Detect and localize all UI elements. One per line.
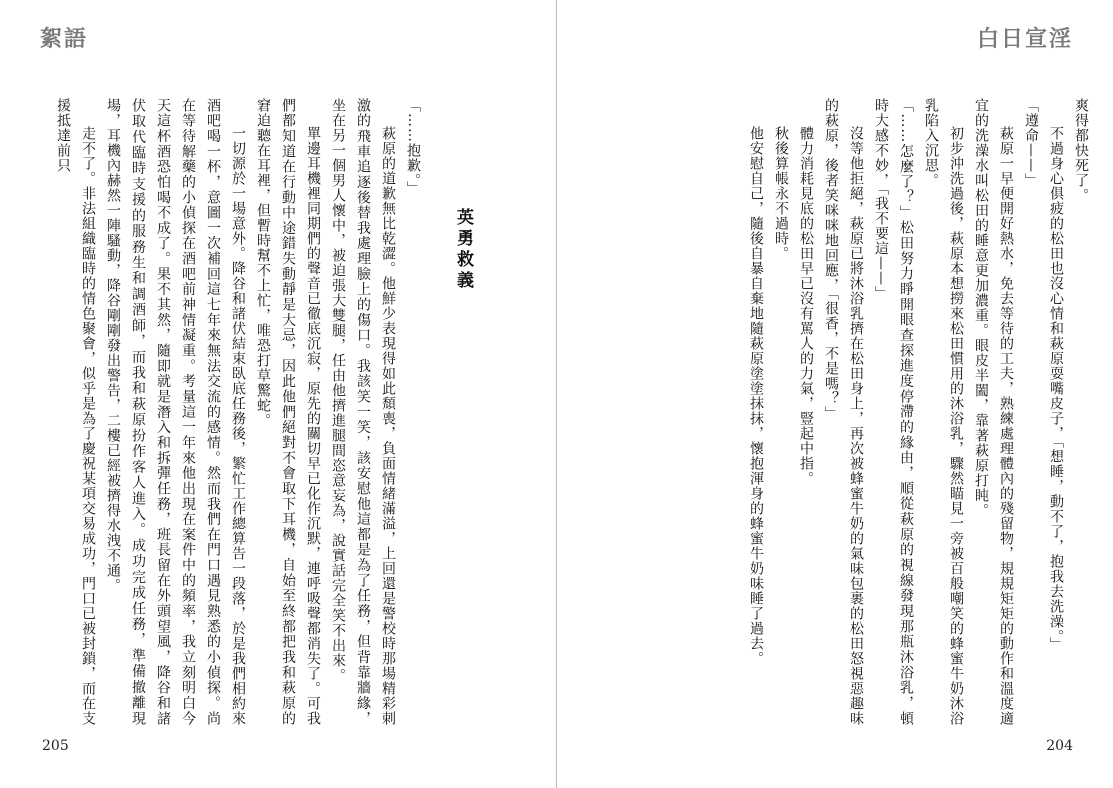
right-page xyxy=(557,0,1113,788)
paragraph: 秋後算帳永不過時。 xyxy=(773,126,789,261)
running-head-right: 白日宣淫 xyxy=(976,27,1073,52)
right-page-text xyxy=(663,98,1093,726)
page-number-right: 204 xyxy=(1046,738,1073,754)
paragraph: 「……怎麼了？」松田努力睜開眼查探進度停滯的緣由，順從萩原的視線發現那瓶沐浴乳，頓時大感不妙，「我不要這——」 xyxy=(873,98,914,726)
paragraph: 爽得都快死了。 xyxy=(1073,98,1089,203)
paragraph: 萩原的道歉無比乾澀。他鮮少表現得如此頹喪，負面情緒滿溢，上回還是警校時那場精彩刺激的飛車追逐後替我處理臉上的傷口。我該笑一笑，該安慰他這都是為了任務，但背靠牆緣，坐在另一個男人懷中，被迫張大雙腿，任由他擠進腿間恣意妄為，說實話完全笑不出來。 xyxy=(330,98,396,726)
paragraph: 初步沖洗過後，萩原本想撈來松田慣用的沐浴乳，驟然瞄見一旁被百般嘲笑的蜂蜜牛奶沐浴乳陷入沉思。 xyxy=(923,98,964,726)
paragraph: 「遵命——」 xyxy=(1023,98,1039,188)
paragraph: 一切源於一場意外。降谷和諸伏結束臥底任務後，繁忙工作總算告一段落，於是我們相約來酒吧喝一杯，意圖一次補回這七年來無法交流的感情。然而我們在門口遇見熟悉的小偵探。尚在等待解藥的小偵探在酒吧前神情凝重。考量這一年來他出現在案件中的頻率，我立刻明白今天這杯酒恐怕喝不成了。果不其然，隨即就是潛入和拆彈任務，班長留在外頭望風，降谷和諸伏取代臨時支援的服務生和調酒師，而我和萩原扮作客人進入。成功完成任務，準備撤離現場，耳機內赫然一陣騷動，降谷剛剛發出警告，二樓已經被擠得水洩不通。 xyxy=(105,98,246,726)
paragraph: 他安慰自己，隨後自暴自棄地隨萩原塗塗抹抹，懷抱渾身的蜂蜜牛奶味睡了過去。 xyxy=(748,126,764,666)
paragraph: 「……抱歉。」 xyxy=(405,98,421,196)
left-page xyxy=(0,0,556,788)
paragraph: 走不了。非法組織臨時的情色聚會，似乎是為了慶祝某項交易成功，門口已被封鎖，而在支援抵達前只 xyxy=(55,98,96,726)
paragraph: 不過身心俱疲的松田也沒心情和萩原耍嘴皮子，「想睡，動不了，抱我去洗澡。」 xyxy=(1048,126,1064,652)
chapter-heading: 英勇救義 xyxy=(453,208,473,292)
left-page-text xyxy=(30,98,500,726)
paragraph: 沒等他拒絕，萩原已將沐浴乳擠在松田身上，再次被蜂蜜牛奶的氣味包裹的松田怒視惡趣味的萩原，後者笑咪咪地回應，「很香，不是嗎？」 xyxy=(823,98,864,726)
paragraph: 萩原一早便開好熱水，免去等待的工夫，熟練處理體內的殘留物，規規矩矩的動作和溫度適宜的洗澡水叫松田的睡意更加濃重。眼皮半闔，靠著萩原打盹。 xyxy=(973,98,1014,726)
paragraph: 單邊耳機裡同期們的聲音已徹底沉寂，原先的關切早已化作沉默，連呼吸聲都消失了。可我們都知道在行動中途錯失動靜是大忌，因此他們絕對不會取下耳機，自始至終都把我和萩原的窘迫聽在耳裡，但暫時幫不上忙，唯恐打草驚蛇。 xyxy=(255,98,321,726)
running-head-left: 絮語 xyxy=(40,27,89,52)
page-number-left: 205 xyxy=(42,738,69,754)
paragraph: 體力消耗見底的松田早已沒有罵人的力氣，豎起中指。 xyxy=(798,126,814,486)
